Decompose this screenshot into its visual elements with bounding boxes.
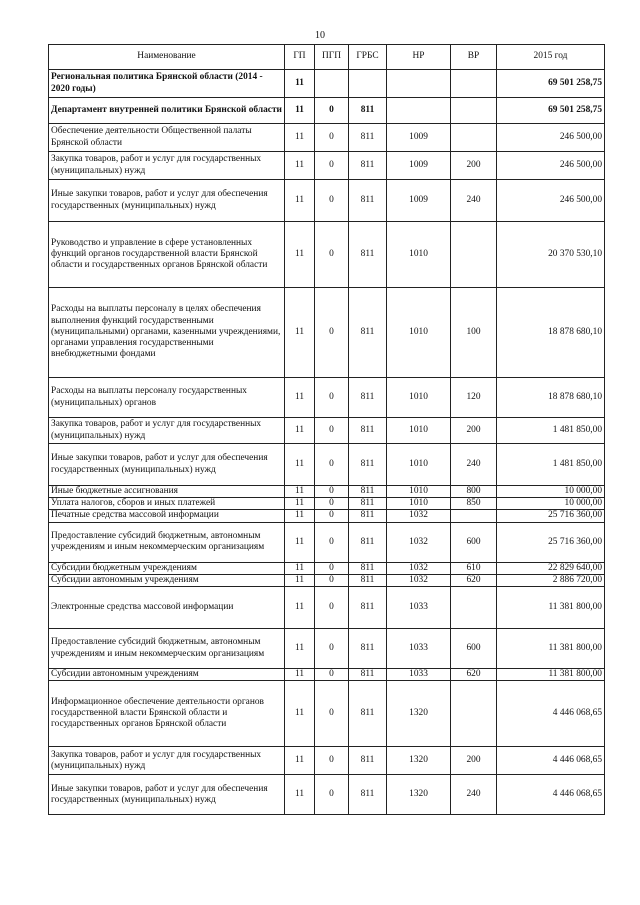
- row-gp: 11: [285, 775, 315, 815]
- row-gp: 11: [285, 378, 315, 418]
- row-gp: 11: [285, 669, 315, 681]
- row-pgp: 0: [315, 629, 349, 669]
- table-row: [49, 222, 605, 288]
- row-vr: 120: [451, 378, 497, 418]
- row-grbs: 811: [349, 418, 387, 444]
- row-grbs: 811: [349, 498, 387, 510]
- row-np: 1032: [387, 574, 451, 586]
- row-pgp: 0: [315, 522, 349, 562]
- table-row: [49, 124, 605, 152]
- row-pgp: 0: [315, 378, 349, 418]
- row-gp: 11: [285, 486, 315, 498]
- row-pgp: 0: [315, 418, 349, 444]
- row-gp: 11: [285, 629, 315, 669]
- table-row: [49, 180, 605, 222]
- row-np: 1010: [387, 288, 451, 378]
- row-np: [387, 98, 451, 124]
- table-row: [49, 522, 605, 562]
- row-pgp: 0: [315, 681, 349, 747]
- row-gp: 11: [285, 444, 315, 486]
- row-name: Региональная политика Брянской области (2014 - 2020 годы): [49, 70, 285, 98]
- row-vr: 240: [451, 180, 497, 222]
- row-np: 1033: [387, 669, 451, 681]
- row-name: Закупка товаров, работ и услуг для государственных (муниципальных) нужд: [49, 152, 285, 180]
- row-name: Уплата налогов, сборов и иных платежей: [49, 498, 285, 510]
- row-name: Департамент внутренней политики Брянской области: [49, 98, 285, 124]
- row-vr: 620: [451, 669, 497, 681]
- row-name: Закупка товаров, работ и услуг для государственных (муниципальных) нужд: [49, 747, 285, 775]
- row-gp: 11: [285, 522, 315, 562]
- row-amount: 4 446 068,65: [497, 747, 605, 775]
- row-gp: 11: [285, 747, 315, 775]
- row-vr: 600: [451, 522, 497, 562]
- row-grbs: 811: [349, 486, 387, 498]
- row-np: 1010: [387, 418, 451, 444]
- row-vr: [451, 98, 497, 124]
- column-header-np: НР: [387, 45, 451, 70]
- row-grbs: 811: [349, 562, 387, 574]
- row-grbs: 811: [349, 180, 387, 222]
- table-row: [49, 378, 605, 418]
- row-pgp: 0: [315, 669, 349, 681]
- row-grbs: 811: [349, 522, 387, 562]
- row-gp: 11: [285, 562, 315, 574]
- row-vr: [451, 70, 497, 98]
- row-np: 1009: [387, 124, 451, 152]
- row-vr: 200: [451, 747, 497, 775]
- row-gp: 11: [285, 70, 315, 98]
- row-name: Иные бюджетные ассигнования: [49, 486, 285, 498]
- row-gp: 11: [285, 510, 315, 522]
- table-row: [49, 629, 605, 669]
- row-grbs: 811: [349, 669, 387, 681]
- row-pgp: 0: [315, 498, 349, 510]
- table-row: [49, 681, 605, 747]
- row-pgp: 0: [315, 747, 349, 775]
- table-row: [49, 70, 605, 98]
- row-name: Субсидии автономным учреждениям: [49, 574, 285, 586]
- row-name: Руководство и управление в сфере установленных функций органов государственной власти Брянской области и государственных органов Брянской области: [49, 222, 285, 288]
- row-pgp: 0: [315, 587, 349, 629]
- row-grbs: 811: [349, 98, 387, 124]
- column-header-gp: ГП: [285, 45, 315, 70]
- row-amount: 246 500,00: [497, 152, 605, 180]
- row-gp: 11: [285, 98, 315, 124]
- table-row: [49, 775, 605, 815]
- row-pgp: 0: [315, 562, 349, 574]
- row-amount: 11 381 800,00: [497, 669, 605, 681]
- budget-table: [48, 44, 605, 815]
- table-row: [49, 574, 605, 586]
- row-vr: [451, 681, 497, 747]
- row-pgp: 0: [315, 288, 349, 378]
- row-amount: 69 501 258,75: [497, 98, 605, 124]
- row-vr: 600: [451, 629, 497, 669]
- row-amount: 20 370 530,10: [497, 222, 605, 288]
- row-grbs: 811: [349, 510, 387, 522]
- row-name: Субсидии автономным учреждениям: [49, 669, 285, 681]
- row-name: Расходы на выплаты персоналу в целях обеспечения выполнения функций государственными (муниципальными) органами, казенными учреждениями, органами управления государственными внебюджетными фондами: [49, 288, 285, 378]
- row-grbs: 811: [349, 775, 387, 815]
- table-row: [49, 562, 605, 574]
- row-gp: 11: [285, 418, 315, 444]
- row-np: 1010: [387, 444, 451, 486]
- row-gp: 11: [285, 288, 315, 378]
- row-np: 1010: [387, 486, 451, 498]
- page-number: 10: [315, 30, 325, 41]
- row-grbs: 811: [349, 681, 387, 747]
- row-amount: 4 446 068,65: [497, 681, 605, 747]
- table-row: [49, 498, 605, 510]
- row-name: Обеспечение деятельности Общественной палаты Брянской области: [49, 124, 285, 152]
- table-row: [49, 288, 605, 378]
- row-name: Иные закупки товаров, работ и услуг для обеспечения государственных (муниципальных) нужд: [49, 180, 285, 222]
- row-np: 1320: [387, 681, 451, 747]
- row-gp: 11: [285, 222, 315, 288]
- row-np: 1010: [387, 378, 451, 418]
- row-np: 1010: [387, 222, 451, 288]
- table-row: [49, 510, 605, 522]
- row-name: Иные закупки товаров, работ и услуг для обеспечения государственных (муниципальных) нужд: [49, 775, 285, 815]
- table-row: [49, 747, 605, 775]
- row-gp: 11: [285, 681, 315, 747]
- row-vr: [451, 124, 497, 152]
- row-name: Электронные средства массовой информации: [49, 587, 285, 629]
- row-vr: 850: [451, 498, 497, 510]
- column-header-name: Наименование: [49, 45, 285, 70]
- row-grbs: 811: [349, 152, 387, 180]
- table-header-row: [49, 45, 605, 70]
- row-vr: 200: [451, 418, 497, 444]
- row-np: 1320: [387, 775, 451, 815]
- row-gp: 11: [285, 498, 315, 510]
- row-np: 1032: [387, 510, 451, 522]
- row-amount: 22 829 640,00: [497, 562, 605, 574]
- row-grbs: 811: [349, 288, 387, 378]
- row-np: [387, 70, 451, 98]
- row-amount: 11 381 800,00: [497, 629, 605, 669]
- table-row: [49, 486, 605, 498]
- row-grbs: 811: [349, 378, 387, 418]
- row-vr: 240: [451, 444, 497, 486]
- row-name: Субсидии бюджетным учреждениям: [49, 562, 285, 574]
- row-grbs: [349, 70, 387, 98]
- row-amount: 69 501 258,75: [497, 70, 605, 98]
- row-np: 1033: [387, 587, 451, 629]
- row-pgp: 0: [315, 775, 349, 815]
- column-header-vr: ВР: [451, 45, 497, 70]
- table-row: [49, 98, 605, 124]
- row-amount: 18 878 680,10: [497, 378, 605, 418]
- row-vr: 610: [451, 562, 497, 574]
- row-grbs: 811: [349, 124, 387, 152]
- row-gp: 11: [285, 124, 315, 152]
- row-amount: 25 716 360,00: [497, 522, 605, 562]
- row-vr: 240: [451, 775, 497, 815]
- row-vr: 620: [451, 574, 497, 586]
- row-amount: 246 500,00: [497, 124, 605, 152]
- row-pgp: 0: [315, 222, 349, 288]
- column-header-grbs: ГРБС: [349, 45, 387, 70]
- row-amount: 4 446 068,65: [497, 775, 605, 815]
- row-name: Закупка товаров, работ и услуг для государственных (муниципальных) нужд: [49, 418, 285, 444]
- row-grbs: 811: [349, 222, 387, 288]
- row-grbs: 811: [349, 747, 387, 775]
- row-np: 1320: [387, 747, 451, 775]
- row-grbs: 811: [349, 629, 387, 669]
- row-amount: 25 716 360,00: [497, 510, 605, 522]
- table-body: [49, 70, 605, 815]
- column-header-year: 2015 год: [497, 45, 605, 70]
- row-pgp: 0: [315, 486, 349, 498]
- row-pgp: [315, 70, 349, 98]
- row-grbs: 811: [349, 587, 387, 629]
- table-row: [49, 669, 605, 681]
- row-gp: 11: [285, 180, 315, 222]
- row-np: 1009: [387, 152, 451, 180]
- row-pgp: 0: [315, 98, 349, 124]
- row-np: 1032: [387, 522, 451, 562]
- table-row: [49, 152, 605, 180]
- row-gp: 11: [285, 574, 315, 586]
- table-row: [49, 587, 605, 629]
- row-grbs: 811: [349, 574, 387, 586]
- row-amount: 246 500,00: [497, 180, 605, 222]
- row-pgp: 0: [315, 152, 349, 180]
- row-pgp: 0: [315, 574, 349, 586]
- row-grbs: 811: [349, 444, 387, 486]
- row-pgp: 0: [315, 510, 349, 522]
- row-vr: [451, 587, 497, 629]
- row-np: 1009: [387, 180, 451, 222]
- row-amount: 11 381 800,00: [497, 587, 605, 629]
- row-vr: [451, 222, 497, 288]
- row-gp: 11: [285, 152, 315, 180]
- row-amount: 1 481 850,00: [497, 444, 605, 486]
- row-name: Предоставление субсидий бюджетным, автономным учреждениям и иным некоммерческим организациям: [49, 629, 285, 669]
- row-vr: 100: [451, 288, 497, 378]
- row-name: Предоставление субсидий бюджетным, автономным учреждениям и иным некоммерческим организациям: [49, 522, 285, 562]
- row-np: 1032: [387, 562, 451, 574]
- row-name: Информационное обеспечение деятельности органов государственной власти Брянской области и государственных органов Брянской области: [49, 681, 285, 747]
- row-np: 1010: [387, 498, 451, 510]
- row-amount: 18 878 680,10: [497, 288, 605, 378]
- row-amount: 1 481 850,00: [497, 418, 605, 444]
- row-vr: [451, 510, 497, 522]
- row-pgp: 0: [315, 124, 349, 152]
- table-row: [49, 444, 605, 486]
- table-row: [49, 418, 605, 444]
- row-pgp: 0: [315, 180, 349, 222]
- row-pgp: 0: [315, 444, 349, 486]
- row-name: Расходы на выплаты персоналу государственных (муниципальных) органов: [49, 378, 285, 418]
- row-amount: 2 886 720,00: [497, 574, 605, 586]
- row-vr: 200: [451, 152, 497, 180]
- row-amount: 10 000,00: [497, 498, 605, 510]
- row-name: Иные закупки товаров, работ и услуг для обеспечения государственных (муниципальных) нужд: [49, 444, 285, 486]
- row-name: Печатные средства массовой информации: [49, 510, 285, 522]
- row-vr: 800: [451, 486, 497, 498]
- row-amount: 10 000,00: [497, 486, 605, 498]
- row-np: 1033: [387, 629, 451, 669]
- row-gp: 11: [285, 587, 315, 629]
- column-header-pgp: ПГП: [315, 45, 349, 70]
